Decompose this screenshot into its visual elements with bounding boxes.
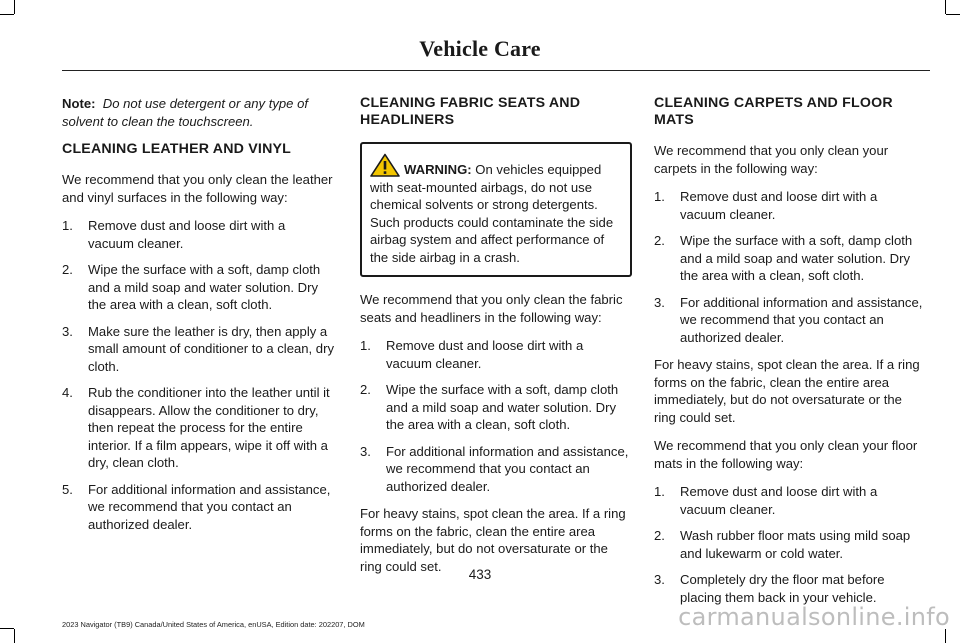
list-item [360,443,632,496]
warning-text: On vehicles equipped with seat-mounted airbags, do not use chemical solvents or strong detergents. Such products could contaminate the side airbag system and affect performance of the side airbag in a crash. [370,162,614,265]
list-item [654,188,926,223]
header-rule [62,70,930,71]
step-text: Wash rubber floor mats using mild soap and lukewarm or cold water. [680,528,911,561]
step-number: 1. [654,484,665,499]
step-number: 1. [62,218,73,233]
footer-edition-text: 2023 Navigator (TB9) Canada/United States of America, enUSA, Edition date: 202207, DOM [62,620,365,629]
column-2 [360,95,632,586]
floor-mats-steps-list [654,483,926,606]
step-number: 2. [654,233,665,248]
step-number: 4. [62,385,73,400]
intro-text: We recommend that you only clean your carpets in the following way: [654,143,889,176]
list-item [654,294,926,347]
intro-text: We recommend that you only clean the fabric seats and headliners in the following way: [360,292,623,325]
crop-mark [946,14,960,15]
step-number: 3. [360,443,371,459]
crop-mark [14,0,15,14]
step-number: 3. [654,572,665,587]
steps-list [360,337,632,495]
step-text: Remove dust and loose dirt with a vacuum cleaner. [680,484,878,517]
list-item [62,481,334,534]
step-text: For additional information and assistance, we recommend that you contact an authorized dealer. [386,443,629,494]
page-number: 433 [468,567,492,582]
warning-box [360,142,632,277]
step-number: 1. [360,338,371,353]
list-item [62,323,334,376]
steps-list [62,217,334,533]
list-item [360,337,632,372]
warning-triangle-icon [370,153,400,177]
list-item [62,217,334,252]
step-text: Wipe the surface with a soft, damp cloth and a mild soap and water solution. Dry the area with a clean, soft cloth. [386,382,619,432]
list-item [360,381,632,434]
section-heading-leather: CLEANING LEATHER AND VINYL [62,141,292,157]
step-text: For additional information and assistance, we recommend that you contact an authorized dealer. [680,294,923,345]
step-text: Wipe the surface with a soft, damp cloth and a mild soap and water solution. Dry the area with a clean, soft cloth. [88,262,321,312]
crop-mark [0,628,14,629]
column-1 [62,95,334,543]
step-number: 1. [654,189,665,204]
step-number: 3. [654,294,665,310]
list-item [654,232,926,285]
step-number: 3. [62,323,73,339]
steps-list [654,188,926,346]
note-text: Do not use detergent or any type of solvent to clean the touchscreen. [62,96,309,129]
step-text: Completely dry the floor mat before placing them back in your vehicle. [680,572,885,605]
step-number: 5. [62,481,73,497]
step-number: 2. [62,262,73,277]
list-item [62,384,334,472]
list-item [654,527,926,562]
note [62,95,334,130]
crop-mark [0,14,14,15]
heavy-stains-text: For heavy stains, spot clean the area. If a ring forms on the fabric, clean the entire area immediately, but do not oversaturate or the ring could set. [654,357,920,425]
note-label: Note: [62,96,96,111]
floor-mats-intro: We recommend that you only clean your floor mats in the following way: [654,438,918,471]
step-text: Make sure the leather is dry, then apply a small amount of conditioner to a clean, dry cloth. [88,323,335,374]
warning-label: WARNING: [404,162,472,177]
step-number: 2. [360,382,371,397]
crop-mark [14,629,15,643]
heavy-stains-text: For heavy stains, spot clean the area. If a ring forms on the fabric, clean the entire area immediately, but do not oversaturate or the ring could set. [360,506,626,574]
section-heading-fabric: CLEANING FABRIC SEATS AND HEADLINERS [360,95,581,128]
list-item [654,483,926,518]
step-text: For additional information and assistance, we recommend that you contact an authorized dealer. [88,481,331,532]
step-text: Rub the conditioner into the leather until it disappears. Allow the conditioner to dry, then repeat the process for the entire interior. If a film appears, wipe it off with a dry, clean cloth. [88,385,330,470]
step-text: Remove dust and loose dirt with a vacuum cleaner. [680,189,878,222]
crop-mark [945,629,946,643]
watermark: carmanualsonline.info [678,603,950,631]
step-text: Wipe the surface with a soft, damp cloth and a mild soap and water solution. Dry the area with a clean, soft cloth. [680,233,913,283]
step-number: 2. [654,528,665,543]
column-3 [654,95,926,616]
crop-mark [945,0,946,14]
page-header-title: Vehicle Care [419,36,541,61]
intro-text: We recommend that you only clean the leather and vinyl surfaces in the following way: [62,172,333,205]
list-item [62,261,334,314]
section-heading-carpets: CLEANING CARPETS AND FLOOR MATS [654,95,893,128]
step-text: Remove dust and loose dirt with a vacuum cleaner. [88,218,286,251]
step-text: Remove dust and loose dirt with a vacuum cleaner. [386,338,584,371]
